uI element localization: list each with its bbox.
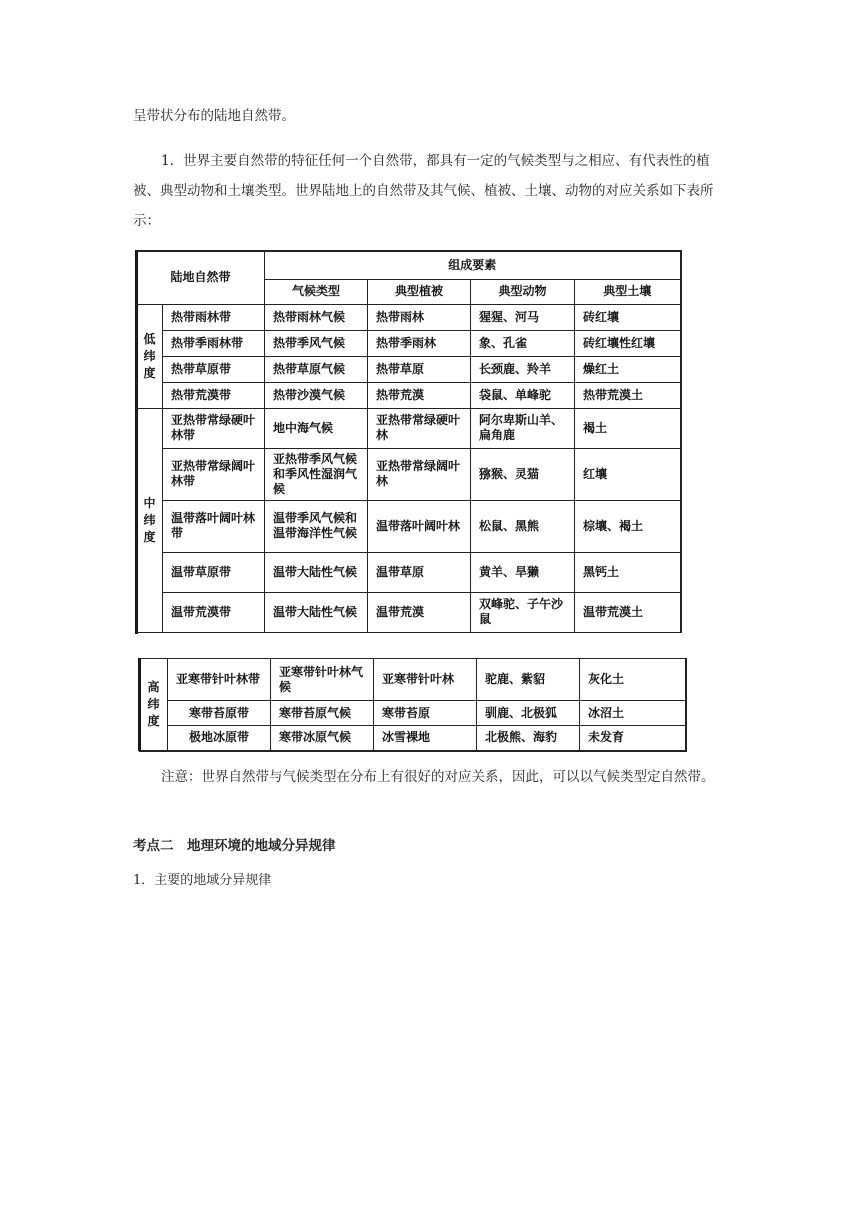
climate-cell: 寒带苔原气候 [271, 701, 374, 726]
soil-cell: 红壤 [575, 448, 681, 500]
zone-cell: 亚热带常绿硬叶林带 [163, 408, 265, 448]
vegetation-cell: 亚热带常绿阔叶林 [368, 448, 471, 500]
header-climate: 气候类型 [265, 279, 368, 304]
animal-cell: 长颈鹿、羚羊 [471, 356, 575, 382]
note-paragraph: 注意：世界自然带与气候类型在分布上有很好的对应关系，因此，可以以气候类型定自然带。 [161, 769, 715, 785]
intro-line: 呈带状分布的陆地自然带。 [133, 108, 295, 124]
climate-cell: 亚寒带针叶林气候 [271, 659, 374, 701]
climate-cell: 温带季风气候和温带海洋性气候 [265, 500, 368, 552]
vegetation-cell: 热带雨林 [368, 304, 471, 330]
header-soil: 典型土壤 [575, 279, 681, 304]
soil-cell: 褐土 [575, 408, 681, 448]
zone-cell: 温带落叶阔叶林带 [163, 500, 265, 552]
climate-cell: 寒带冰原气候 [271, 726, 374, 751]
latitude-mid: 中 纬 度 [137, 408, 163, 632]
vegetation-cell: 温带荒漠 [368, 592, 471, 632]
zone-cell: 寒带苔原带 [168, 701, 271, 726]
animal-cell: 松鼠、黑熊 [471, 500, 575, 552]
latitude-high: 高 纬 度 [140, 659, 168, 751]
zone-cell: 温带草原带 [163, 552, 265, 592]
climate-cell: 热带雨林气候 [265, 304, 368, 330]
subsection-heading: 1．主要的地域分异规律 [133, 873, 272, 888]
zone-cell: 热带雨林带 [163, 304, 265, 330]
zone-cell: 亚寒带针叶林带 [168, 659, 271, 701]
climate-cell: 热带沙漠气候 [265, 382, 368, 408]
soil-cell: 砖红壤 [575, 304, 681, 330]
animal-cell: 黄羊、旱獭 [471, 552, 575, 592]
soil-cell: 灰化土 [580, 659, 686, 701]
climate-cell: 亚热带季风气候和季风性湿润气候 [265, 448, 368, 500]
zone-cell: 温带荒漠带 [163, 592, 265, 632]
vegetation-cell: 冰雪裸地 [374, 726, 477, 751]
vegetation-cell: 热带草原 [368, 356, 471, 382]
header-group: 组成要素 [265, 251, 681, 279]
animal-cell: 猕猴、灵猫 [471, 448, 575, 500]
header-zone: 陆地自然带 [137, 251, 265, 304]
header-vegetation: 典型植被 [368, 279, 471, 304]
vegetation-cell: 亚热带常绿硬叶林 [368, 408, 471, 448]
animal-cell: 驯鹿、北极狐 [477, 701, 580, 726]
header-animal: 典型动物 [471, 279, 575, 304]
vegetation-cell: 热带荒漠 [368, 382, 471, 408]
section-heading: 考点二 地理环境的地域分异规律 [133, 838, 336, 854]
soil-cell: 温带荒漠土 [575, 592, 681, 632]
zone-cell: 极地冰原带 [168, 726, 271, 751]
zone-table-bottom [139, 658, 687, 752]
zone-table-top [136, 250, 682, 633]
vegetation-cell: 温带草原 [368, 552, 471, 592]
animal-cell: 袋鼠、单峰驼 [471, 382, 575, 408]
soil-cell: 燥红土 [575, 356, 681, 382]
animal-cell: 象、孔雀 [471, 330, 575, 356]
animal-cell: 驼鹿、紫貂 [477, 659, 580, 701]
zone-cell: 热带季雨林带 [163, 330, 265, 356]
climate-cell: 温带大陆性气候 [265, 592, 368, 632]
soil-cell: 黑钙土 [575, 552, 681, 592]
zone-cell: 热带草原带 [163, 356, 265, 382]
climate-cell: 热带季风气候 [265, 330, 368, 356]
climate-cell: 地中海气候 [265, 408, 368, 448]
animal-cell: 猩猩、河马 [471, 304, 575, 330]
latitude-low: 低 纬 度 [137, 304, 163, 408]
climate-cell: 热带草原气候 [265, 356, 368, 382]
animal-cell: 阿尔卑斯山羊、扁角鹿 [471, 408, 575, 448]
vegetation-cell: 温带落叶阔叶林 [368, 500, 471, 552]
vegetation-cell: 热带季雨林 [368, 330, 471, 356]
zone-cell: 热带荒漠带 [163, 382, 265, 408]
soil-cell: 热带荒漠土 [575, 382, 681, 408]
climate-cell: 温带大陆性气候 [265, 552, 368, 592]
vegetation-cell: 亚寒带针叶林 [374, 659, 477, 701]
animal-cell: 双峰驼、子午沙鼠 [471, 592, 575, 632]
vegetation-cell: 寒带苔原 [374, 701, 477, 726]
animal-cell: 北极熊、海豹 [477, 726, 580, 751]
zone-cell: 亚热带常绿阔叶林带 [163, 448, 265, 500]
soil-cell: 冰沼土 [580, 701, 686, 726]
soil-cell: 棕壤、褐土 [575, 500, 681, 552]
soil-cell: 砖红壤性红壤 [575, 330, 681, 356]
paragraph-1: 1．世界主要自然带的特征任何一个自然带，都具有一定的气候类型与之相应、有代表性的植被、典型动物和土壤类型。世界陆地上的自然带及其气候、植被、土壤、动物的对应关系如下表所示： [133, 153, 714, 229]
soil-cell: 未发育 [580, 726, 686, 751]
